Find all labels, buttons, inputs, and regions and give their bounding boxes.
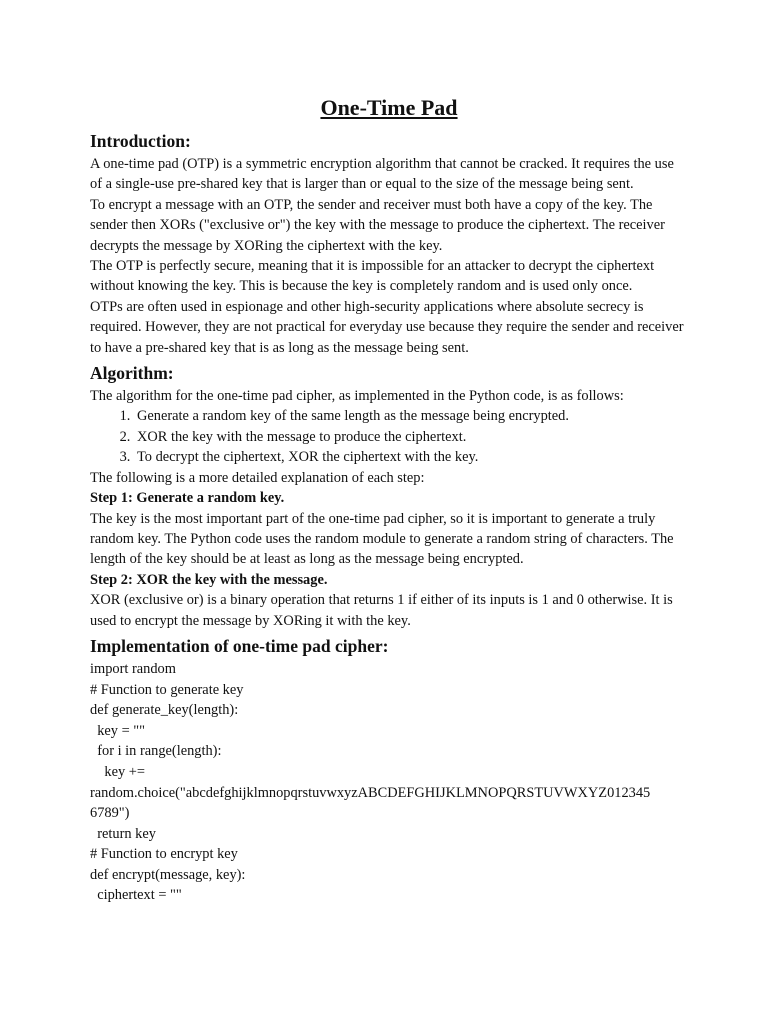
algorithm-heading: Algorithm: xyxy=(90,363,174,384)
step2-title: Step 2: XOR the key with the message. xyxy=(90,571,328,588)
implementation-heading: Implementation of one-time pad cipher: xyxy=(90,635,389,656)
list-item: 2. XOR the key with the message to produce the ciphertext. xyxy=(134,427,688,447)
code-block: import random # Function to generate key def generate_key(length): key = "" for i in range(length): key += random.choice("abcdefghijklmnopqrstuvwxyzABCDEFGHIJKLMNOPQRSTUVWXYZ012345 6789") return key # Function to encrypt key def encrypt(message, key): ciphertext = "" xyxy=(90,660,651,904)
document-title: One-Time Pad xyxy=(320,95,458,120)
detail-lead: The following is a more detailed explanation of each step: xyxy=(90,469,425,486)
step2-text: XOR (exclusive or) is a binary operation that returns 1 if either of its inputs is 1 and 0 otherwise. It is used to encrypt the message by XORing it with the key. xyxy=(90,592,673,629)
introduction-section xyxy=(90,128,688,358)
intro-paragraph: To encrypt a message with an OTP, the sender and receiver must both have a copy of the key. The sender then XORs ("exclusive or") the key with the message to produce the ciphertext. The receiver decrypts the message by XORing the ciphertext with the key. xyxy=(90,196,665,254)
algorithm-section xyxy=(90,360,688,631)
intro-paragraph: A one-time pad (OTP) is a symmetric encryption algorithm that cannot be cracked. It requires the use of a single-use pre-shared key that is larger than or equal to the size of the message being sent. xyxy=(90,156,674,193)
algorithm-lead: The algorithm for the one-time pad cipher, as implemented in the Python code, is as follows: xyxy=(90,388,624,405)
intro-paragraph: OTPs are often used in espionage and other high-security applications where absolute secrecy is required. However, they are not practical for everyday use because they require the sender and receiver to have a pre-shared key that is as long as the message being sent. xyxy=(90,298,684,356)
list-item: 3. To decrypt the ciphertext, XOR the ciphertext with the key. xyxy=(134,447,688,467)
step1-text: The key is the most important part of the one-time pad cipher, so it is important to generate a truly random key. The Python code uses the random module to generate a random string of characters. The length of the key should be at least as long as the message being encrypted. xyxy=(90,510,674,568)
algorithm-steps-list xyxy=(90,406,688,467)
list-item: 1. Generate a random key of the same length as the message being encrypted. xyxy=(134,406,688,426)
intro-paragraph: The OTP is perfectly secure, meaning that it is impossible for an attacker to decrypt the ciphertext without knowing the key. This is because the key is completely random and is used only once. xyxy=(90,258,655,295)
step1-title: Step 1: Generate a random key. xyxy=(90,490,285,507)
introduction-heading: Introduction: xyxy=(90,131,191,151)
implementation-section xyxy=(90,633,688,906)
